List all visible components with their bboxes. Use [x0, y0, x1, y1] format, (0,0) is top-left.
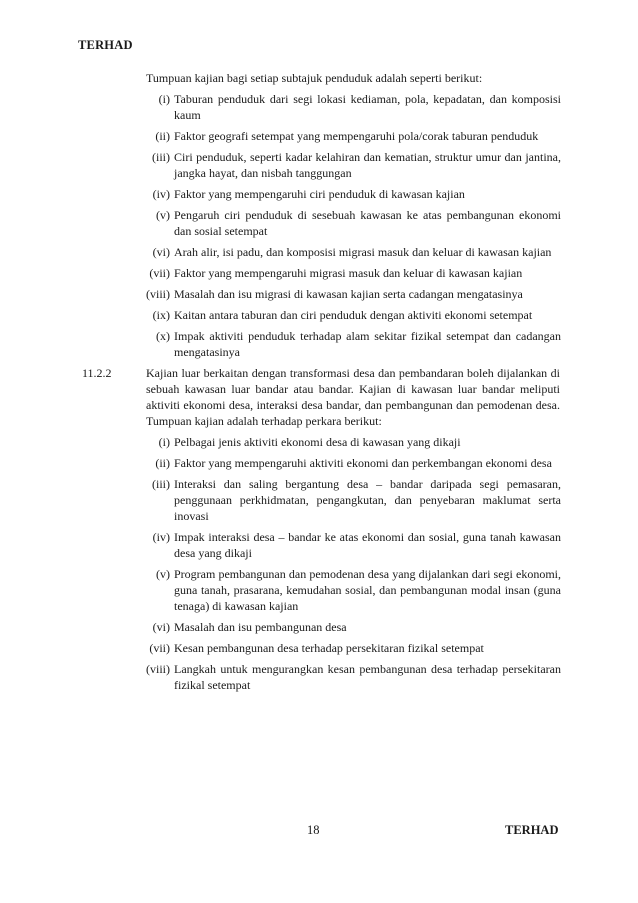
section-11-2-2 — [82, 365, 560, 429]
list-item-text: Faktor yang mempengaruhi aktiviti ekonomi dan perkembangan ekonomi desa — [174, 456, 552, 470]
list-item — [149, 265, 561, 281]
list-item — [155, 455, 561, 471]
page-content — [0, 70, 638, 698]
list-item-number: (i) — [158, 92, 170, 106]
list-item-number: (iii) — [152, 150, 170, 164]
list-item — [158, 434, 561, 450]
list-item-number: (viii) — [146, 662, 170, 676]
list-item — [152, 149, 561, 181]
list-item — [152, 307, 561, 323]
list-item-number: (ix) — [152, 308, 170, 322]
list-item — [146, 661, 561, 693]
list-item-text: Faktor yang mempengaruhi migrasi masuk dan keluar di kawasan kajian — [174, 266, 523, 280]
list-item-number: (viii) — [146, 287, 170, 301]
list-item-text: Masalah dan isu pembangunan desa — [174, 620, 347, 634]
list-item-text: Impak aktiviti penduduk terhadap alam sekitar fizikal setempat dan cadangan mengatasinya — [174, 329, 561, 359]
list-item-number: (vii) — [149, 641, 170, 655]
list-item-text: Ciri penduduk, seperti kadar kelahiran dan kematian, struktur umur dan jantina, jangka hayat, dan nisbah tanggungan — [174, 150, 561, 180]
list-item-number: (ii) — [155, 129, 170, 143]
list-item-number: (iv) — [152, 530, 170, 544]
rural-focus-list — [0, 434, 638, 693]
section-text: Kajian luar berkaitan dengan transformasi desa dan pembandaran boleh dijalankan di sebuah kawasan luar bandar atau bandar. Kajian di kawasan luar bandar meliputi aktiviti ekonomi desa, interaksi desa bandar, dan pembangunan dan pemodenan desa. Tumpuan kajian adalah terhadap perkara berikut: — [146, 366, 560, 428]
list-item-number: (i) — [158, 435, 170, 449]
list-item-number: (vi) — [152, 245, 170, 259]
list-item — [152, 476, 561, 524]
intro-text: Tumpuan kajian bagi setiap subtajuk penduduk adalah seperti berikut: — [146, 71, 483, 85]
page-number: 18 — [307, 823, 320, 837]
population-focus-list — [0, 91, 638, 360]
list-item-number: (x) — [156, 329, 170, 343]
list-item — [152, 186, 561, 202]
list-item-number: (v) — [156, 208, 170, 222]
list-item-number: (ii) — [155, 456, 170, 470]
list-item-number: (iii) — [152, 477, 170, 491]
footer-classification: TERHAD — [505, 823, 559, 837]
list-item — [152, 619, 561, 635]
list-item-text: Faktor geografi setempat yang mempengaruhi pola/corak taburan penduduk — [174, 129, 539, 143]
list-item — [149, 640, 561, 656]
list-item-text: Pengaruh ciri penduduk di sesebuah kawasan ke atas pembangunan ekonomi dan sosial setempat — [174, 208, 561, 238]
list-item — [146, 286, 561, 302]
header-classification: TERHAD — [78, 38, 133, 52]
list-item-text: Masalah dan isu migrasi di kawasan kajian serta cadangan mengatasinya — [174, 287, 523, 301]
list-item-text: Arah alir, isi padu, dan komposisi migrasi masuk dan keluar di kawasan kajian — [174, 245, 552, 259]
list-item-number: (vii) — [149, 266, 170, 280]
list-item-text: Kaitan antara taburan dan ciri penduduk dengan aktiviti ekonomi setempat — [174, 308, 533, 322]
list-item-text: Interaksi dan saling bergantung desa – bandar daripada segi pemasaran, penggunaan perkhidmatan, pengangkutan, dan penyebaran maklumat serta inovasi — [174, 477, 561, 523]
list-item — [155, 128, 561, 144]
list-item — [158, 91, 561, 123]
list-item — [156, 328, 561, 360]
list-item-number: (vi) — [152, 620, 170, 634]
list-item-text: Taburan penduduk dari segi lokasi kediaman, pola, kepadatan, dan komposisi kaum — [174, 92, 561, 122]
list-item-text: Program pembangunan dan pemodenan desa yang dijalankan dari segi ekonomi, guna tanah, prasarana, kemudahan sosial, dan pembangunan modal insan (guna tenaga) di kawasan kajian — [174, 567, 561, 613]
list-item-text: Kesan pembangunan desa terhadap persekitaran fizikal setempat — [174, 641, 484, 655]
list-item-text: Faktor yang mempengaruhi ciri penduduk di kawasan kajian — [174, 187, 465, 201]
list-item — [152, 529, 561, 561]
list-item-number: (iv) — [152, 187, 170, 201]
list-item-number: (v) — [156, 567, 170, 581]
list-item — [156, 207, 561, 239]
list-item-text: Langkah untuk mengurangkan kesan pembangunan desa terhadap persekitaran fizikal setempat — [174, 662, 561, 692]
list-item-text: Impak interaksi desa – bandar ke atas ekonomi dan sosial, guna tanah kawasan desa yang dikaji — [174, 530, 561, 560]
list-item-text: Pelbagai jenis aktiviti ekonomi desa di kawasan yang dikaji — [174, 435, 461, 449]
list-item — [156, 566, 561, 614]
section-number: 11.2.2 — [82, 366, 112, 380]
list-item — [152, 244, 561, 260]
